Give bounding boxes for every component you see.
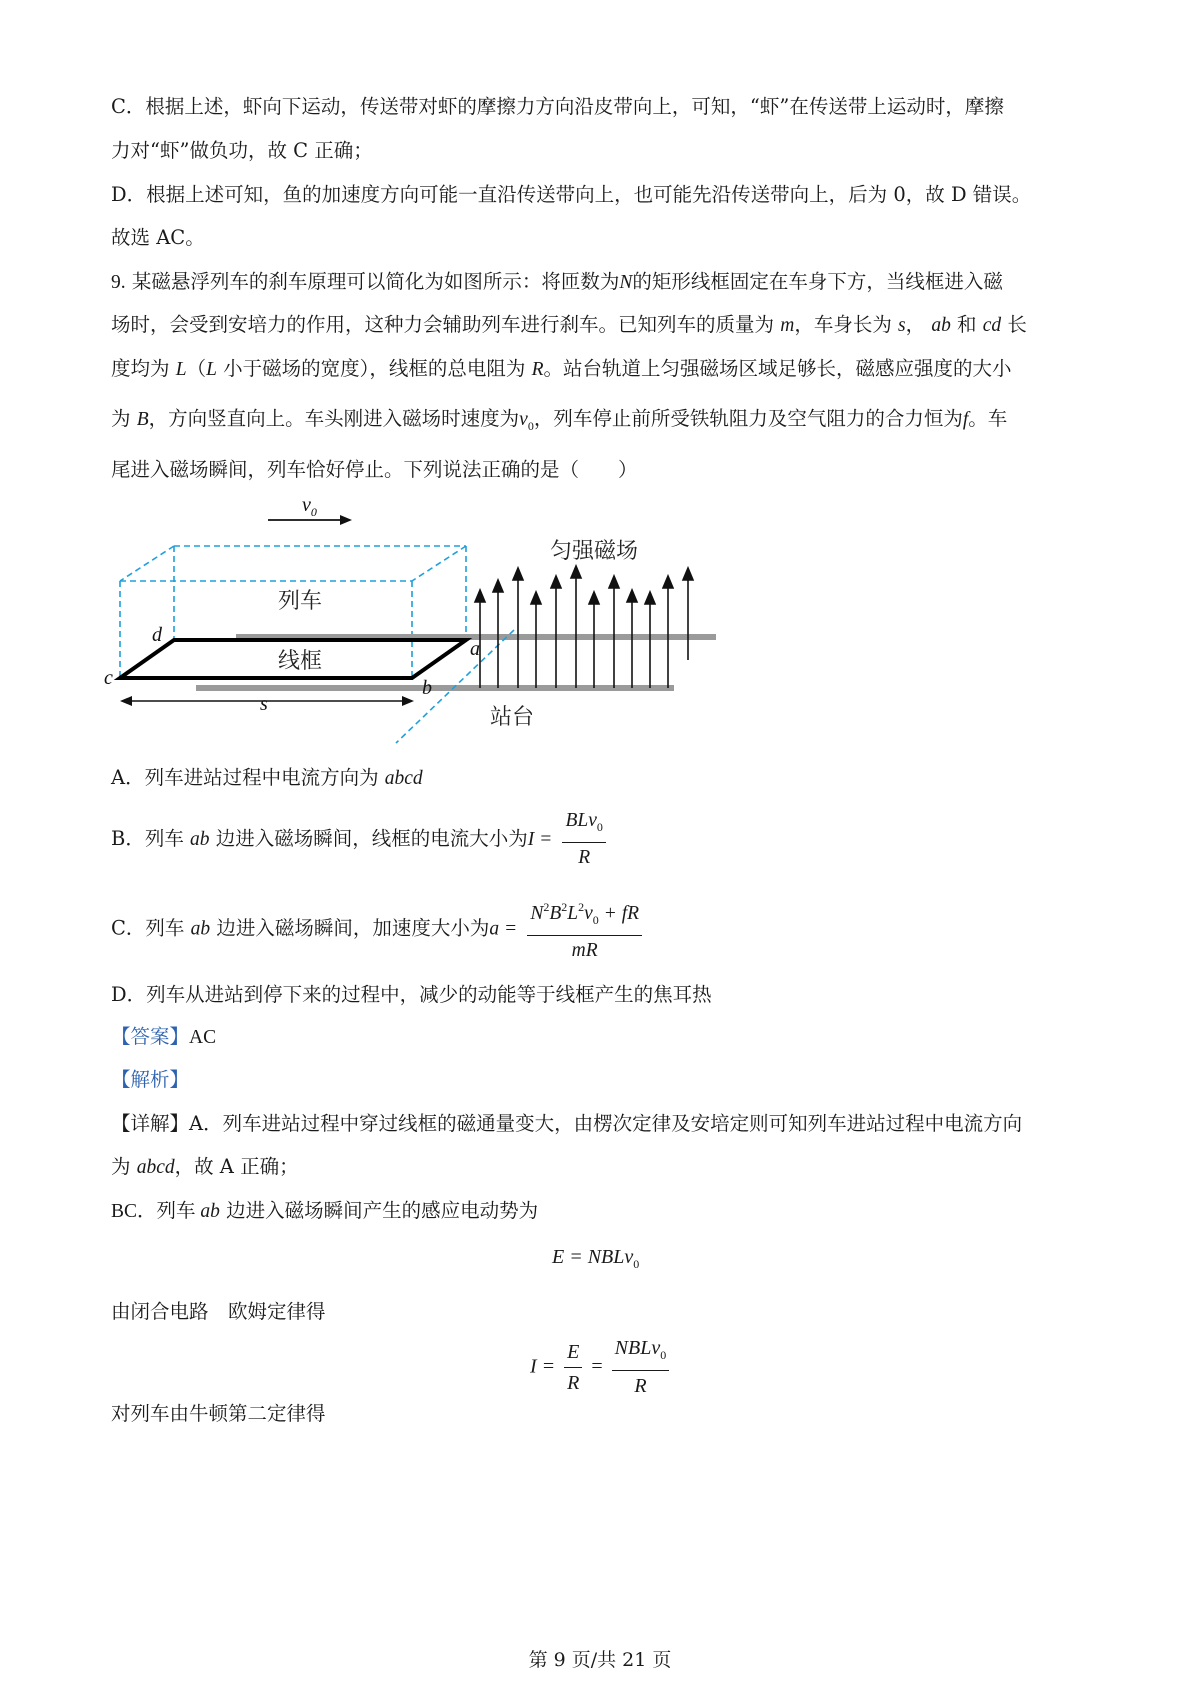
prev-solution-d-line: D．根据上述可知，鱼的加速度方向可能一直沿传送带向上，也可能先沿传送带向上，后为 0，故 D 错误。 xyxy=(111,183,1032,206)
detail-line-2: 为 abcd，故 A 正确； xyxy=(111,1155,299,1178)
train-label: 列车 xyxy=(278,589,323,614)
option-c-fraction: $\frac{N^2B^2L^2v_0 + fR}{mR}$ xyxy=(527,892,642,966)
length-label: s xyxy=(260,693,268,715)
answer-tag: 【答案】 xyxy=(111,1025,190,1048)
question-line-4: 为 B，方向竖直向上。车头刚进入磁场时速度为$v_0$，列车停止前所受铁轨阻力及空气阻力的合力恒为f。车 xyxy=(111,407,1008,433)
corner-a: a xyxy=(470,638,480,660)
option-b-fraction: $\frac{BLv_0}{R}$ xyxy=(562,806,605,873)
analysis-line xyxy=(111,1066,189,1094)
page-footer: 第 9 页/共 21 页 xyxy=(528,1649,672,1671)
rail-front xyxy=(196,685,674,691)
question-line-2: 场时，会受到安培力的作用，这种力会辅助列车进行刹车。已知列车的质量为 m，车身长为 s， ab 和 cd 长 xyxy=(111,313,1027,336)
field-label: 匀强磁场 xyxy=(550,539,639,564)
velocity-label: $v_0$ xyxy=(302,494,317,519)
corner-d: d xyxy=(152,624,162,646)
frame-label: 线框 xyxy=(278,649,323,674)
analysis-tag: 【解析】 xyxy=(111,1068,190,1091)
detail-bc-line: BC．列车 ab 边进入磁场瞬间产生的感应电动势为 xyxy=(111,1199,539,1222)
question-line-5: 尾进入磁场瞬间，列车恰好停止。下列说法正确的是（ ） xyxy=(111,458,638,481)
detail-tag: 【详解】 xyxy=(111,1112,190,1135)
corner-c: c xyxy=(104,667,113,689)
detail-line-1: 【详解】A．列车进站过程中穿过线框的磁通量变大，由楞次定律及安培定则可知列车进站过程中电流方向 xyxy=(111,1112,1023,1135)
answer-value: AC xyxy=(189,1027,217,1048)
question-number: 9. xyxy=(111,272,126,293)
magnetic-field-arrows xyxy=(475,566,693,688)
option-b: B．列车 ab 边进入磁场瞬间，线框的电流大小为I = $\frac{BLv_0}{R}$ xyxy=(111,806,610,873)
ohm-law-line: 由闭合电路 欧姆定律得 xyxy=(111,1300,326,1323)
corner-b: b xyxy=(422,677,432,699)
equation-current: I = $\frac{E}{R}$ = $\frac{NBLv_0}{R}$ xyxy=(530,1333,673,1401)
maglev-diagram xyxy=(100,494,740,755)
equation-emf: E = NBLv$_0$ xyxy=(552,1246,640,1271)
prev-solution-choose: 故选 AC。 xyxy=(111,226,205,249)
prev-solution-c-line2: 力对“虾”做负功，故 C 正确； xyxy=(111,139,373,162)
prev-solution-c-line1: C．根据上述，虾向下运动，传送带对虾的摩擦力方向沿皮带向上，可知，“虾”在传送带上运动时，摩擦 xyxy=(111,95,1004,118)
option-a: A．列车进站过程中电流方向为 abcd xyxy=(111,766,423,789)
answer-line xyxy=(111,1023,216,1052)
option-c: C．列车 ab 边进入磁场瞬间，加速度大小为a = $\frac{N^2B^2L^2v_0 + fR}{mR}$ xyxy=(111,892,646,966)
option-d: D．列车从进站到停下来的过程中，减少的动能等于线框产生的焦耳热 xyxy=(111,983,712,1006)
newton-line: 对列车由牛顿第二定律得 xyxy=(111,1402,326,1425)
platform-label: 站台 xyxy=(490,705,535,730)
question-line-1: 9. 某磁悬浮列车的刹车原理可以简化为如图所示：将匝数为N的矩形线框固定在车身下方，当线框进入磁 xyxy=(111,270,1003,293)
question-line-3: 度均为 L（L 小于磁场的宽度），线框的总电阻为 R。站台轨道上匀强磁场区域足够长，磁感应强度的大小 xyxy=(111,357,1012,380)
